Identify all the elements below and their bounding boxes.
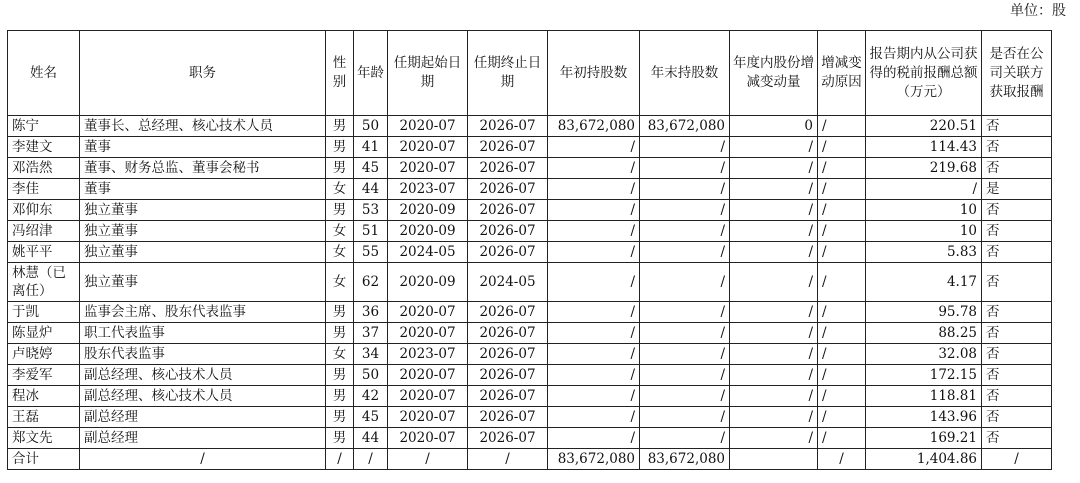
cell-shares-end: / xyxy=(640,386,730,407)
cell-shares-begin: / xyxy=(548,302,640,323)
total-cell-age: / xyxy=(354,449,388,470)
cell-related-party-pay: 否 xyxy=(982,428,1052,449)
cell-compensation: 4.17 xyxy=(866,263,982,302)
cell-change-reason: / xyxy=(818,116,866,137)
cell-shares-end: / xyxy=(640,302,730,323)
cell-gender: 男 xyxy=(326,158,354,179)
cell-change-reason: / xyxy=(818,221,866,242)
cell-age: 55 xyxy=(354,242,388,263)
cell-gender: 男 xyxy=(326,302,354,323)
cell-position: 董事 xyxy=(80,179,326,200)
total-cell-shares-end: 83,672,080 xyxy=(640,449,730,470)
cell-age: 50 xyxy=(354,365,388,386)
cell-gender: 女 xyxy=(326,242,354,263)
total-cell-name: 合计 xyxy=(8,449,80,470)
cell-change-reason: / xyxy=(818,407,866,428)
cell-related-party-pay: 否 xyxy=(982,221,1052,242)
cell-term-end: 2026-07 xyxy=(468,242,548,263)
executive-compensation-table xyxy=(7,30,1052,470)
cell-name: 于凯 xyxy=(8,302,80,323)
cell-shares-begin: / xyxy=(548,365,640,386)
cell-compensation: 88.25 xyxy=(866,323,982,344)
cell-shares-end: / xyxy=(640,158,730,179)
cell-gender: 男 xyxy=(326,407,354,428)
cell-gender: 男 xyxy=(326,365,354,386)
table-row xyxy=(8,179,1052,200)
cell-position: 股东代表监事 xyxy=(80,344,326,365)
cell-shares-change: / xyxy=(730,179,818,200)
cell-shares-end: / xyxy=(640,323,730,344)
cell-name: 陈显炉 xyxy=(8,323,80,344)
cell-age: 41 xyxy=(354,137,388,158)
cell-term-end: 2026-07 xyxy=(468,428,548,449)
cell-age: 53 xyxy=(354,200,388,221)
cell-term-end: 2026-07 xyxy=(468,221,548,242)
cell-shares-change: / xyxy=(730,221,818,242)
cell-shares-change: / xyxy=(730,242,818,263)
cell-position: 董事长、总经理、核心技术人员 xyxy=(80,116,326,137)
cell-shares-begin: / xyxy=(548,407,640,428)
cell-related-party-pay: 否 xyxy=(982,200,1052,221)
cell-age: 42 xyxy=(354,386,388,407)
cell-compensation: 10 xyxy=(866,221,982,242)
cell-age: 45 xyxy=(354,158,388,179)
cell-shares-begin: / xyxy=(548,386,640,407)
cell-term-start: 2020-07 xyxy=(388,116,468,137)
cell-age: 37 xyxy=(354,323,388,344)
cell-related-party-pay: 否 xyxy=(982,323,1052,344)
cell-term-end: 2024-05 xyxy=(468,263,548,302)
cell-shares-change: / xyxy=(730,344,818,365)
cell-related-party-pay: 否 xyxy=(982,242,1052,263)
cell-shares-change: / xyxy=(730,323,818,344)
cell-age: 62 xyxy=(354,263,388,302)
table-row xyxy=(8,137,1052,158)
cell-shares-end: / xyxy=(640,344,730,365)
cell-term-start: 2020-07 xyxy=(388,158,468,179)
total-cell-change-reason: / xyxy=(818,449,866,470)
cell-compensation: 95.78 xyxy=(866,302,982,323)
cell-related-party-pay: 否 xyxy=(982,302,1052,323)
cell-shares-begin: / xyxy=(548,158,640,179)
cell-term-start: 2020-07 xyxy=(388,137,468,158)
cell-shares-end: / xyxy=(640,137,730,158)
cell-shares-begin: / xyxy=(548,200,640,221)
total-cell-shares-change xyxy=(730,449,818,470)
table-row xyxy=(8,263,1052,302)
table-row xyxy=(8,158,1052,179)
cell-term-start: 2020-09 xyxy=(388,263,468,302)
total-cell-shares-begin: 83,672,080 xyxy=(548,449,640,470)
table-row xyxy=(8,116,1052,137)
cell-related-party-pay: 是 xyxy=(982,179,1052,200)
cell-name: 陈宁 xyxy=(8,116,80,137)
cell-change-reason: / xyxy=(818,386,866,407)
table-row xyxy=(8,365,1052,386)
cell-term-start: 2020-07 xyxy=(388,365,468,386)
table-row xyxy=(8,386,1052,407)
cell-compensation: 5.83 xyxy=(866,242,982,263)
cell-age: 44 xyxy=(354,428,388,449)
cell-related-party-pay: 否 xyxy=(982,386,1052,407)
header-change-reason: 增减变动原因 xyxy=(818,31,866,116)
header-name: 姓名 xyxy=(8,31,80,116)
cell-name: 姚平平 xyxy=(8,242,80,263)
cell-shares-begin: / xyxy=(548,428,640,449)
cell-compensation: 169.21 xyxy=(866,428,982,449)
cell-term-end: 2026-07 xyxy=(468,386,548,407)
cell-position: 董事 xyxy=(80,137,326,158)
cell-related-party-pay: 否 xyxy=(982,137,1052,158)
cell-compensation: 220.51 xyxy=(866,116,982,137)
cell-position: 独立董事 xyxy=(80,263,326,302)
table-row xyxy=(8,200,1052,221)
cell-gender: 女 xyxy=(326,263,354,302)
table-row xyxy=(8,407,1052,428)
table-header xyxy=(8,31,1052,116)
cell-gender: 男 xyxy=(326,137,354,158)
cell-shares-change: / xyxy=(730,263,818,302)
cell-change-reason: / xyxy=(818,263,866,302)
cell-shares-begin: / xyxy=(548,344,640,365)
cell-term-end: 2026-07 xyxy=(468,365,548,386)
cell-position: 独立董事 xyxy=(80,242,326,263)
total-cell-position: / xyxy=(80,449,326,470)
cell-shares-end: / xyxy=(640,365,730,386)
cell-compensation: 114.43 xyxy=(866,137,982,158)
cell-name: 王磊 xyxy=(8,407,80,428)
total-cell-term-start: / xyxy=(388,449,468,470)
cell-compensation: 219.68 xyxy=(866,158,982,179)
header-row xyxy=(8,31,1052,116)
total-cell-gender: / xyxy=(326,449,354,470)
cell-name: 程冰 xyxy=(8,386,80,407)
cell-shares-end: / xyxy=(640,221,730,242)
cell-term-end: 2026-07 xyxy=(468,407,548,428)
header-term-end: 任期终止日期 xyxy=(468,31,548,116)
cell-gender: 男 xyxy=(326,116,354,137)
cell-shares-end: / xyxy=(640,200,730,221)
cell-gender: 男 xyxy=(326,200,354,221)
table-row xyxy=(8,242,1052,263)
header-shares-change: 年度内股份增减变动量 xyxy=(730,31,818,116)
cell-name: 李佳 xyxy=(8,179,80,200)
cell-gender: 女 xyxy=(326,344,354,365)
cell-shares-end: 83,672,080 xyxy=(640,116,730,137)
cell-gender: 男 xyxy=(326,386,354,407)
cell-shares-begin: 83,672,080 xyxy=(548,116,640,137)
header-related-party-pay: 是否在公司关联方获取报酬 xyxy=(982,31,1052,116)
table-row xyxy=(8,221,1052,242)
cell-gender: 男 xyxy=(326,323,354,344)
cell-shares-change: / xyxy=(730,428,818,449)
cell-term-start: 2020-07 xyxy=(388,386,468,407)
cell-position: 独立董事 xyxy=(80,200,326,221)
cell-gender: 男 xyxy=(326,428,354,449)
header-shares-end: 年末持股数 xyxy=(640,31,730,116)
cell-change-reason: / xyxy=(818,428,866,449)
cell-age: 45 xyxy=(354,407,388,428)
cell-shares-begin: / xyxy=(548,323,640,344)
cell-shares-begin: / xyxy=(548,263,640,302)
cell-name: 林慧（已离任） xyxy=(8,263,80,302)
cell-shares-change: / xyxy=(730,137,818,158)
cell-name: 李建文 xyxy=(8,137,80,158)
cell-shares-end: / xyxy=(640,242,730,263)
cell-age: 44 xyxy=(354,179,388,200)
cell-shares-end: / xyxy=(640,263,730,302)
cell-shares-change: 0 xyxy=(730,116,818,137)
table-body xyxy=(8,116,1052,470)
cell-change-reason: / xyxy=(818,242,866,263)
cell-name: 李爱军 xyxy=(8,365,80,386)
cell-related-party-pay: 否 xyxy=(982,116,1052,137)
cell-gender: 女 xyxy=(326,179,354,200)
cell-term-end: 2026-07 xyxy=(468,179,548,200)
cell-change-reason: / xyxy=(818,200,866,221)
cell-compensation: 143.96 xyxy=(866,407,982,428)
cell-term-end: 2026-07 xyxy=(468,116,548,137)
cell-name: 邓浩然 xyxy=(8,158,80,179)
cell-position: 副总经理 xyxy=(80,407,326,428)
total-cell-related-party-pay: / xyxy=(982,449,1052,470)
header-compensation: 报告期内从公司获得的税前报酬总额（万元） xyxy=(866,31,982,116)
cell-shares-change: / xyxy=(730,365,818,386)
cell-shares-change: / xyxy=(730,158,818,179)
cell-age: 34 xyxy=(354,344,388,365)
cell-age: 51 xyxy=(354,221,388,242)
cell-shares-end: / xyxy=(640,179,730,200)
cell-name: 郑文先 xyxy=(8,428,80,449)
total-cell-term-end: / xyxy=(468,449,548,470)
cell-change-reason: / xyxy=(818,179,866,200)
cell-compensation: / xyxy=(866,179,982,200)
cell-term-start: 2020-07 xyxy=(388,302,468,323)
total-row xyxy=(8,449,1052,470)
cell-position: 职工代表监事 xyxy=(80,323,326,344)
cell-term-start: 2020-07 xyxy=(388,323,468,344)
cell-position: 独立董事 xyxy=(80,221,326,242)
cell-compensation: 32.08 xyxy=(866,344,982,365)
cell-related-party-pay: 否 xyxy=(982,407,1052,428)
cell-related-party-pay: 否 xyxy=(982,344,1052,365)
cell-term-start: 2023-07 xyxy=(388,344,468,365)
cell-age: 50 xyxy=(354,116,388,137)
header-gender: 性别 xyxy=(326,31,354,116)
cell-term-end: 2026-07 xyxy=(468,344,548,365)
cell-change-reason: / xyxy=(818,344,866,365)
cell-term-end: 2026-07 xyxy=(468,137,548,158)
table-row xyxy=(8,302,1052,323)
cell-term-end: 2026-07 xyxy=(468,323,548,344)
cell-term-start: 2023-07 xyxy=(388,179,468,200)
cell-gender: 女 xyxy=(326,221,354,242)
cell-shares-begin: / xyxy=(548,179,640,200)
cell-compensation: 10 xyxy=(866,200,982,221)
cell-term-start: 2020-09 xyxy=(388,200,468,221)
cell-change-reason: / xyxy=(818,158,866,179)
cell-related-party-pay: 否 xyxy=(982,365,1052,386)
cell-term-start: 2020-07 xyxy=(388,428,468,449)
cell-change-reason: / xyxy=(818,365,866,386)
cell-shares-begin: / xyxy=(548,221,640,242)
cell-compensation: 172.15 xyxy=(866,365,982,386)
cell-related-party-pay: 否 xyxy=(982,158,1052,179)
cell-term-start: 2020-07 xyxy=(388,407,468,428)
cell-shares-change: / xyxy=(730,302,818,323)
cell-shares-begin: / xyxy=(548,242,640,263)
cell-term-end: 2026-07 xyxy=(468,158,548,179)
header-term-start: 任期起始日期 xyxy=(388,31,468,116)
cell-change-reason: / xyxy=(818,137,866,158)
cell-position: 监事会主席、股东代表监事 xyxy=(80,302,326,323)
cell-term-end: 2026-07 xyxy=(468,200,548,221)
cell-shares-change: / xyxy=(730,200,818,221)
table-row xyxy=(8,323,1052,344)
total-cell-compensation: 1,404.86 xyxy=(866,449,982,470)
cell-name: 卢晓婷 xyxy=(8,344,80,365)
cell-term-start: 2024-05 xyxy=(388,242,468,263)
cell-related-party-pay: 否 xyxy=(982,263,1052,302)
header-shares-begin: 年初持股数 xyxy=(548,31,640,116)
header-position: 职务 xyxy=(80,31,326,116)
cell-term-end: 2026-07 xyxy=(468,302,548,323)
table-row xyxy=(8,344,1052,365)
cell-shares-end: / xyxy=(640,428,730,449)
cell-shares-change: / xyxy=(730,386,818,407)
cell-position: 副总经理 xyxy=(80,428,326,449)
cell-name: 冯绍津 xyxy=(8,221,80,242)
cell-shares-begin: / xyxy=(548,137,640,158)
cell-name: 邓仰东 xyxy=(8,200,80,221)
table-row xyxy=(8,428,1052,449)
cell-shares-end: / xyxy=(640,407,730,428)
cell-term-start: 2020-09 xyxy=(388,221,468,242)
cell-position: 副总经理、核心技术人员 xyxy=(80,386,326,407)
cell-change-reason: / xyxy=(818,323,866,344)
cell-age: 36 xyxy=(354,302,388,323)
cell-compensation: 118.81 xyxy=(866,386,982,407)
cell-change-reason: / xyxy=(818,302,866,323)
header-age: 年龄 xyxy=(354,31,388,116)
unit-label: 单位：股 xyxy=(1010,3,1066,19)
cell-shares-change: / xyxy=(730,407,818,428)
cell-position: 副总经理、核心技术人员 xyxy=(80,365,326,386)
cell-position: 董事、财务总监、董事会秘书 xyxy=(80,158,326,179)
